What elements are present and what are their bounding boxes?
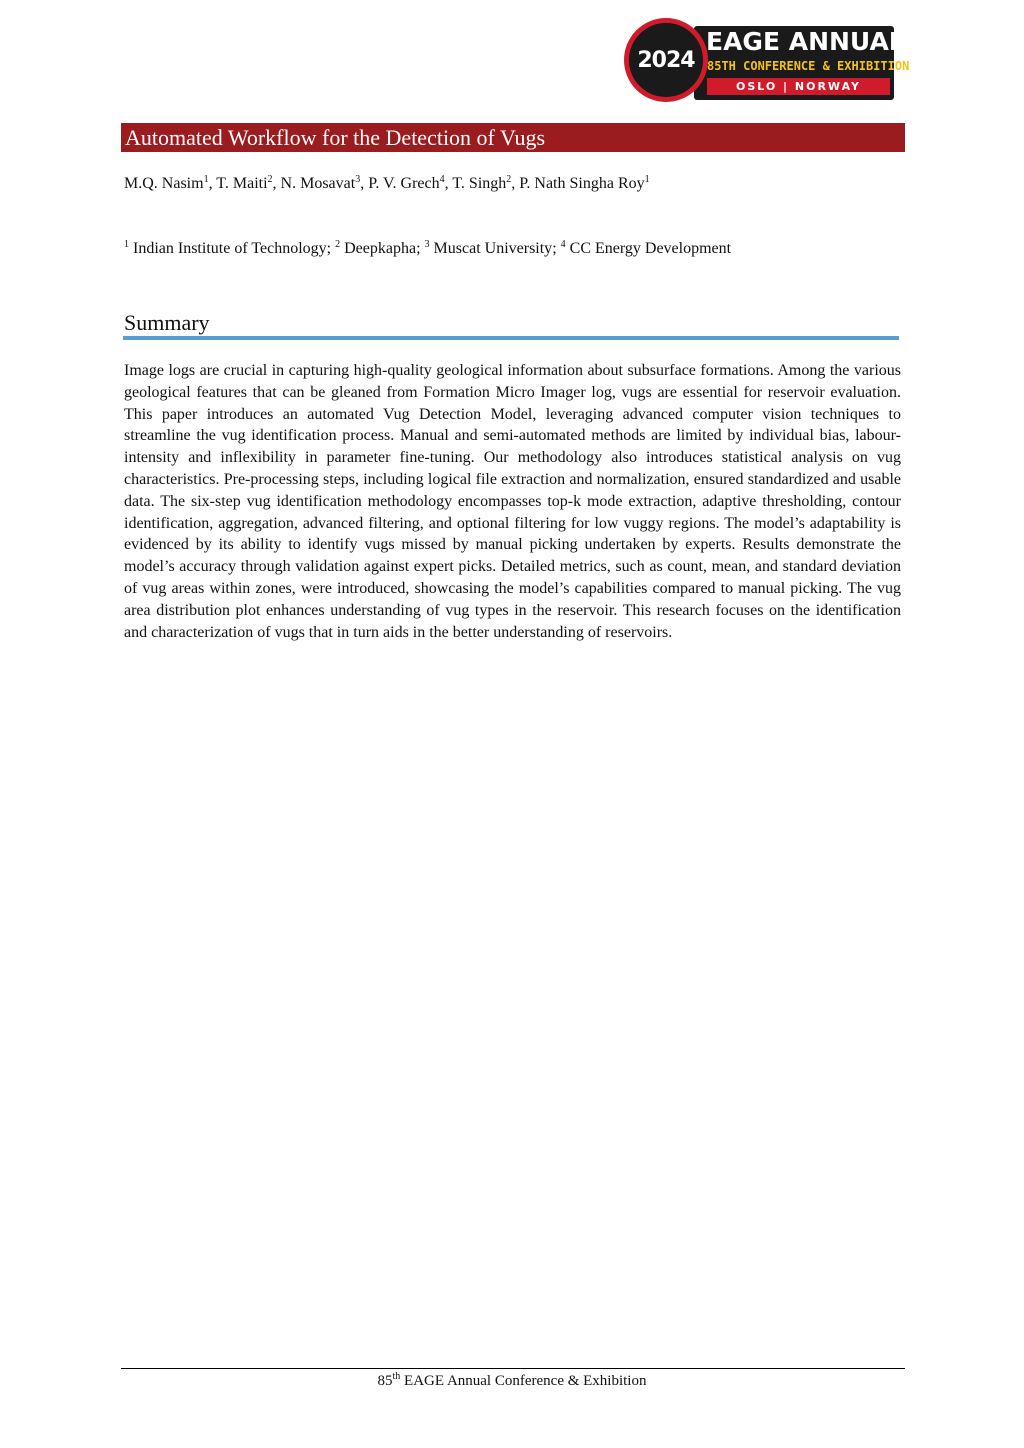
affiliation: $^1$ Indian Institute of Technology; (124, 239, 336, 257)
author: M.Q. Nasim$^1$, (124, 174, 217, 192)
logo-year: 2024 (637, 47, 695, 73)
summary-divider (123, 336, 899, 340)
footer: 85th EAGE Annual Conference & Exhibition (377, 1371, 647, 1389)
affiliation: $^4$ CC Energy Development (560, 239, 732, 257)
author: T. Singh$^2$, (452, 174, 520, 192)
affiliation-list (124, 239, 731, 259)
author-list (124, 174, 650, 194)
logo-title: EAGE ANNUAL (706, 27, 905, 56)
summary-heading: Summary (124, 310, 210, 335)
author: P. Nath Singha Roy$^1$ (519, 174, 650, 192)
conference-logo (624, 18, 910, 102)
logo-location: OSLO | NORWAY (707, 78, 890, 95)
author: P. V. Grech$^4$, (368, 174, 453, 192)
logo-year-badge (624, 18, 708, 102)
affiliation: $^3$ Muscat University; (424, 239, 561, 257)
paper-title: Automated Workflow for the Detection of Vugs (125, 125, 546, 150)
affiliation: $^2$ Deepkapha; (335, 239, 425, 257)
summary-paragraph: Image logs are crucial in capturing high-quality geological information about subsurface formations. Among the various geological features that can be gleaned from Formation Micro Imager log, vugs are essential for reservoir evaluation. This paper introduces an automated Vug Detection Model, leveraging advanced computer vision techniques to streamline the vug identification process. Manual and semi-automated methods are limited by individual bias, labour-intensity and inflexibility in parameter fine-tuning. Our methodology also introduces statistical analysis on vug characteristics. Pre-processing steps, including logical file extraction and normalization, ensured standardized and usable data. The six-step vug identification methodology encompasses top-k mode extraction, adaptive thresholding, contour identification, aggregation, advanced filtering, and optional filtering for low vuggy regions. The model’s adaptability is evidenced by its ability to identify vugs missed by manual picking undertaken by experts. Results demonstrate the model’s accuracy through validation against expert picks. Detailed metrics, such as count, mean, and standard deviation of vug areas within zones, were introduced, showcasing the model’s capabilities compared to manual picking. The vug area distribution plot enhances understanding of vug types in the reservoir. This research focuses on the identification and characterization of vugs that in turn aids in the better understanding of reservoirs. (124, 362, 901, 641)
footer-divider (121, 1368, 905, 1369)
logo-subtitle: 85TH CONFERENCE & EXHIBITION (707, 59, 910, 73)
author: T. Maiti$^2$, (216, 174, 281, 192)
author: N. Mosavat$^3$, (280, 174, 369, 192)
title-bar (121, 123, 905, 152)
